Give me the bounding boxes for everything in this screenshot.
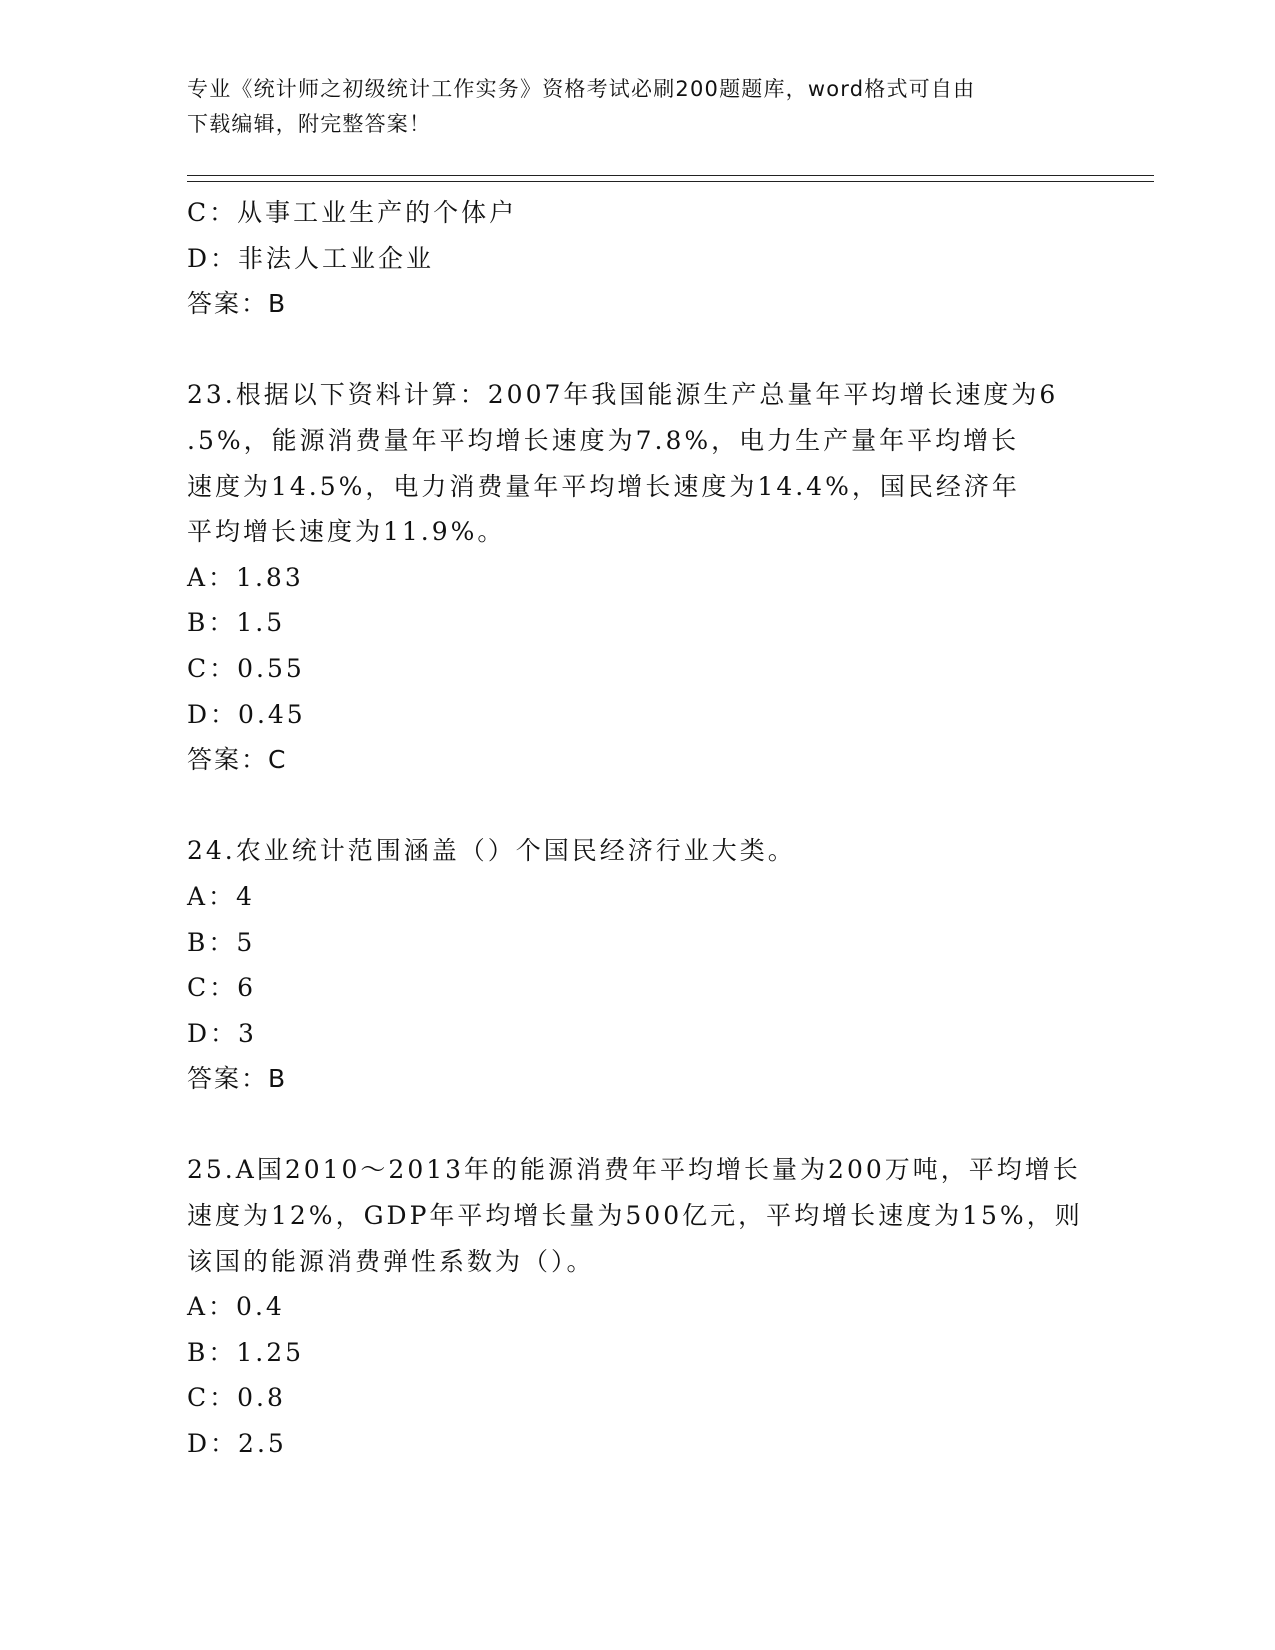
q24-option-c: C：6 xyxy=(187,973,257,1003)
q23-stem-line-3: 速度为14.5%，电力消费量年平均增长速度为14.4%，国民经济年 xyxy=(187,471,1020,501)
header-line-1: 专业《统计师之初级统计工作实务》资格考试必刷200题题库，word格式可自由 xyxy=(187,77,976,101)
q24-stem-line-1: 24.农业统计范围涵盖（）个国民经济行业大类。 xyxy=(187,836,796,866)
question-list xyxy=(187,190,1087,1467)
header-line-2: 下载编辑，附完整答案！ xyxy=(187,112,432,136)
q25-stem-line-2: 速度为12%，GDP年平均增长量为500亿元，平均增长速度为15%，则 xyxy=(187,1201,1083,1231)
q24-option-d: D：3 xyxy=(187,1018,257,1048)
q25-option-a: A：0.4 xyxy=(187,1292,285,1322)
q25-option-d: D：2.5 xyxy=(187,1429,287,1459)
q23-option-a: A：1.83 xyxy=(187,562,304,592)
q25-option-c: C：0.8 xyxy=(187,1383,286,1413)
q23-option-d: D：0.45 xyxy=(187,699,306,729)
question-22-tail xyxy=(187,190,1087,327)
q24-option-a: A：4 xyxy=(187,881,255,911)
q23-option-b: B：1.5 xyxy=(187,608,286,638)
spacer xyxy=(187,327,1087,373)
q25-stem-line-1: 25.A国2010～2013年的能源消费年平均增长量为200万吨，平均增长 xyxy=(187,1155,1081,1185)
q25-option-b: B：1.25 xyxy=(187,1337,305,1367)
header-divider-top xyxy=(187,175,1154,176)
question-25 xyxy=(187,1147,1087,1466)
q24-option-b: B：5 xyxy=(187,927,256,957)
q24-answer: 答案：B xyxy=(187,1064,288,1094)
q23-stem-line-4: 平均增长速度为11.9%。 xyxy=(187,517,506,547)
q23-stem-line-1: 23.根据以下资料计算：2007年我国能源生产总量年平均增长速度为6 xyxy=(187,380,1059,410)
q22-answer: 答案：B xyxy=(187,289,288,319)
q22-option-d: D：非法人工业企业 xyxy=(187,243,435,273)
q23-answer: 答案：C xyxy=(187,745,288,775)
spacer xyxy=(187,783,1087,829)
spacer xyxy=(187,1102,1087,1148)
question-24 xyxy=(187,828,1087,1102)
q22-option-c: C：从事工业生产的个体户 xyxy=(187,198,518,227)
document-header xyxy=(187,72,1087,142)
q25-stem-line-3: 该国的能源消费弹性系数为（）。 xyxy=(187,1246,595,1276)
question-23 xyxy=(187,372,1087,782)
header-divider-bottom xyxy=(187,181,1154,182)
q23-option-c: C：0.55 xyxy=(187,653,305,683)
q23-stem-line-2: .5%，能源消费量年平均增长速度为7.8%，电力生产量年平均增长 xyxy=(187,425,1020,455)
